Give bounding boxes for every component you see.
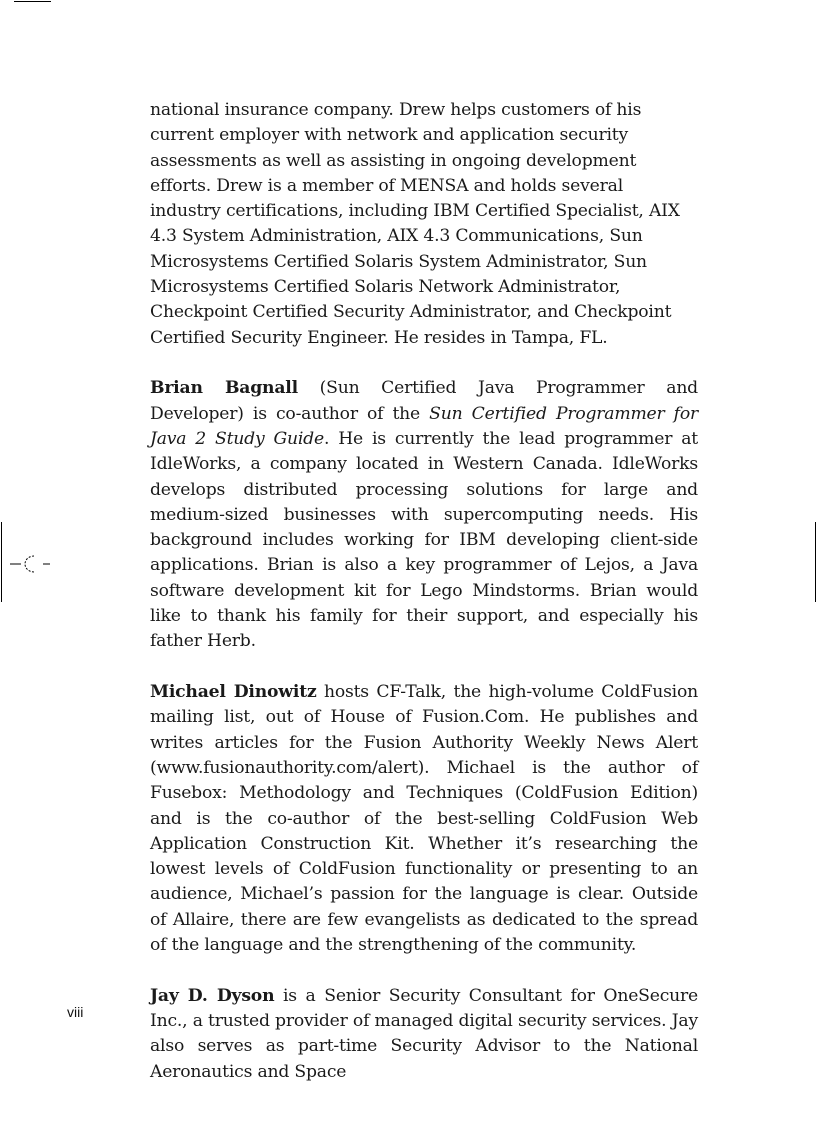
bio-paragraph xyxy=(150,98,698,351)
bio-text: is a Senior Security Consultant for OneSecure Inc., a trusted provider of managed digital security services. Jay also serves as part-time Security Advisor to the National Aeronautics and Space xyxy=(150,985,698,1082)
page-number: viii xyxy=(67,1004,84,1020)
book-title: Sun Certified Programmer for Java 2 Study Guide xyxy=(150,403,699,449)
author-name: Brian Bagnall xyxy=(150,378,298,399)
registration-mark-icon xyxy=(10,553,54,575)
crop-mark-top-left xyxy=(14,1,51,2)
bio-text: (Sun Certified Java Programmer and Developer) is co-author of the xyxy=(150,378,698,424)
crop-mark-left xyxy=(1,522,2,602)
bio-text: national insurance company. Drew helps customers of his current employer with network and application security assessments as well as assisting in ongoing development efforts. Drew is a member of MENSA and holds several industry certifications, including IBM Certified Specialist, AIX 4.3 System Administration, AIX 4.3 Communications, Sun Microsystems Certified Solaris System Administrator, Sun Microsystems Certified Solaris Network Administrator, Checkpoint Certified Security Administrator, and Checkpoint Certified Security Engineer. He resides in Tampa, FL. xyxy=(150,100,680,348)
bio-paragraph xyxy=(150,680,698,958)
bio-paragraph xyxy=(150,376,698,654)
bio-paragraph xyxy=(150,984,698,1085)
author-name: Michael Dinowitz xyxy=(150,682,317,703)
article-body xyxy=(150,98,698,1085)
bio-text: . He is currently the lead programmer at IdleWorks, a company located in Western Canada. IdleWorks develops distributed processing solutions for large and medium-sized businesses with supercomputing needs. His background includes working for IBM developing client-side applications. Brian is also a key programmer of Lejos, a Java software development kit for Lego Mindstorms. Brian would like to thank his family for their support, and especially his father Herb. xyxy=(150,428,698,652)
author-name: Jay D. Dyson xyxy=(150,985,275,1006)
bio-text: hosts CF-Talk, the high-volume ColdFusion mailing list, out of House of Fusion.Com. He publishes and writes articles for the Fusion Authority Weekly News Alert (www.fusionauthority.com/alert). Michael is the author of Fusebox: Methodology and Techniques (ColdFusion Edition) and is the co-author of the best-selling ColdFusion Web Application Construction Kit. Whether it’s researching the lowest levels of ColdFusion functionality or presenting to an audience, Michael’s passion for the language is clear. Outside of Allaire, there are few evangelists as dedicated to the spread of the language and the strengthening of the community. xyxy=(150,682,698,955)
